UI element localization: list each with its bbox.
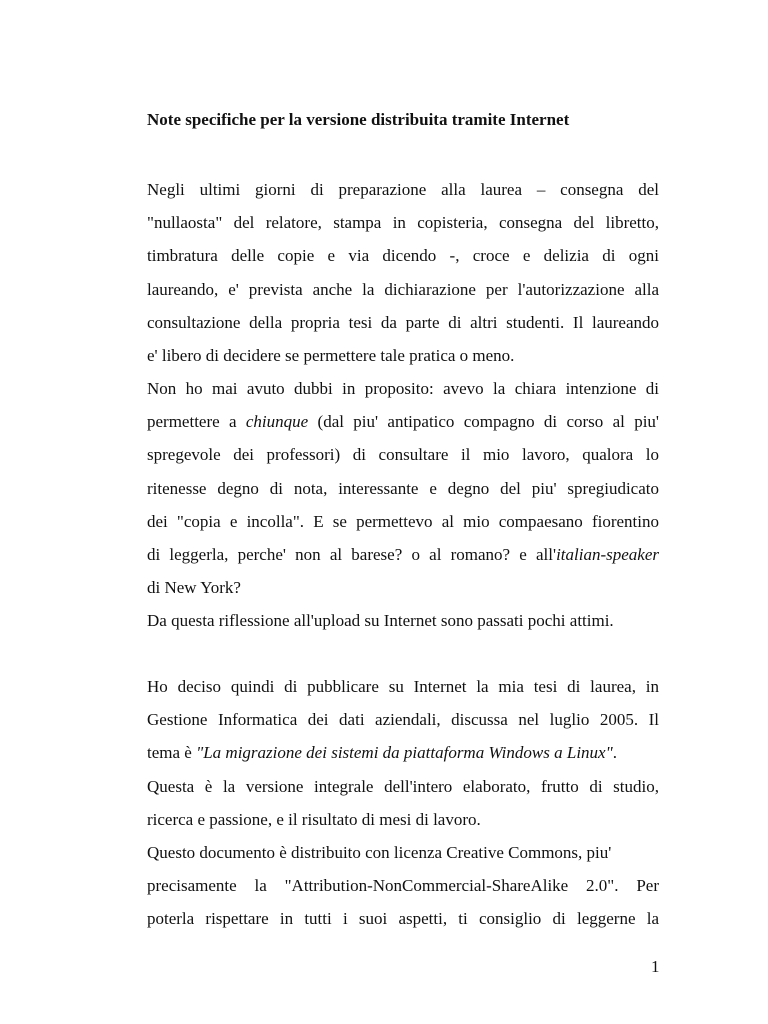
text-line: ritenesse degno di nota, interessante e degno del piu' spregiudicato [147, 478, 659, 498]
text-line: consultazione della propria tesi da parte di altri studenti. Il laureando [147, 312, 659, 332]
text-line: Questo documento è distribuito con licenza Creative Commons, piu' [147, 843, 612, 862]
text-line: di New York? [147, 578, 241, 598]
text-segment: tema è [147, 743, 197, 763]
page-number: 1 [651, 957, 660, 976]
document-title: Note specifiche per la versione distribuita tramite Internet [147, 110, 570, 129]
paragraph-reflection [147, 604, 659, 637]
text-line: dei "copia e incolla". E se permettevo al mio compaesano fiorentino [147, 511, 659, 531]
text-line: ricerca e passione, e il risultato di mesi di lavoro. [147, 809, 481, 829]
paragraph-thesis [147, 670, 659, 836]
text-line: e' libero di decidere se permettere tale pratica o meno. [147, 345, 515, 365]
text-line: Ho deciso quindi di pubblicare su Internet la mia tesi di laurea, in [147, 677, 659, 696]
text-segment: di leggerla, perche' non al barese? o al romano? e all' [147, 544, 557, 564]
text-line [147, 538, 659, 571]
italic-text: "La migrazione dei sistemi da piattaforma Windows a Linux" [196, 743, 613, 763]
text-line [147, 736, 659, 769]
text-line: Questa è la versione integrale dell'intero elaborato, frutto di studio, [147, 776, 659, 796]
text-segment: (dal piu' antipatico compagno di corso al piu' [308, 412, 659, 432]
text-line: Negli ultimi giorni di preparazione alla laurea – consegna del [147, 180, 659, 199]
text-line: precisamente la "Attribution-NonCommercial-ShareAlike 2.0". Per [147, 876, 659, 896]
italic-text: italian-speaker [556, 544, 659, 564]
text-line [147, 405, 659, 438]
paragraph-preparation [147, 173, 659, 372]
text-line: timbratura delle copie e via dicendo -, croce e delizia di ogni [147, 246, 659, 266]
text-line: spregevole dei professori) di consultare il mio lavoro, qualora lo [147, 445, 659, 465]
text-line: laureando, e' prevista anche la dichiarazione per l'autorizzazione alla [147, 279, 659, 299]
text-line: "nullaosta" del relatore, stampa in copisteria, consegna del libretto, [147, 213, 659, 233]
text-line: poterla rispettare in tutti i suoi aspetti, ti consiglio di leggerne la [147, 909, 659, 929]
text-line: Non ho mai avuto dubbi in proposito: avevo la chiara intenzione di [147, 379, 659, 398]
text-line: Gestione Informatica dei dati aziendali, discussa nel luglio 2005. Il [147, 710, 659, 730]
text-segment: permettere a [147, 412, 246, 432]
text-segment: . [612, 743, 617, 763]
paragraph-intention [147, 372, 659, 604]
text-line: Da questa riflessione all'upload su Internet sono passati pochi attimi. [147, 611, 614, 630]
paragraph-license [147, 836, 659, 936]
italic-text: chiunque [245, 412, 309, 432]
